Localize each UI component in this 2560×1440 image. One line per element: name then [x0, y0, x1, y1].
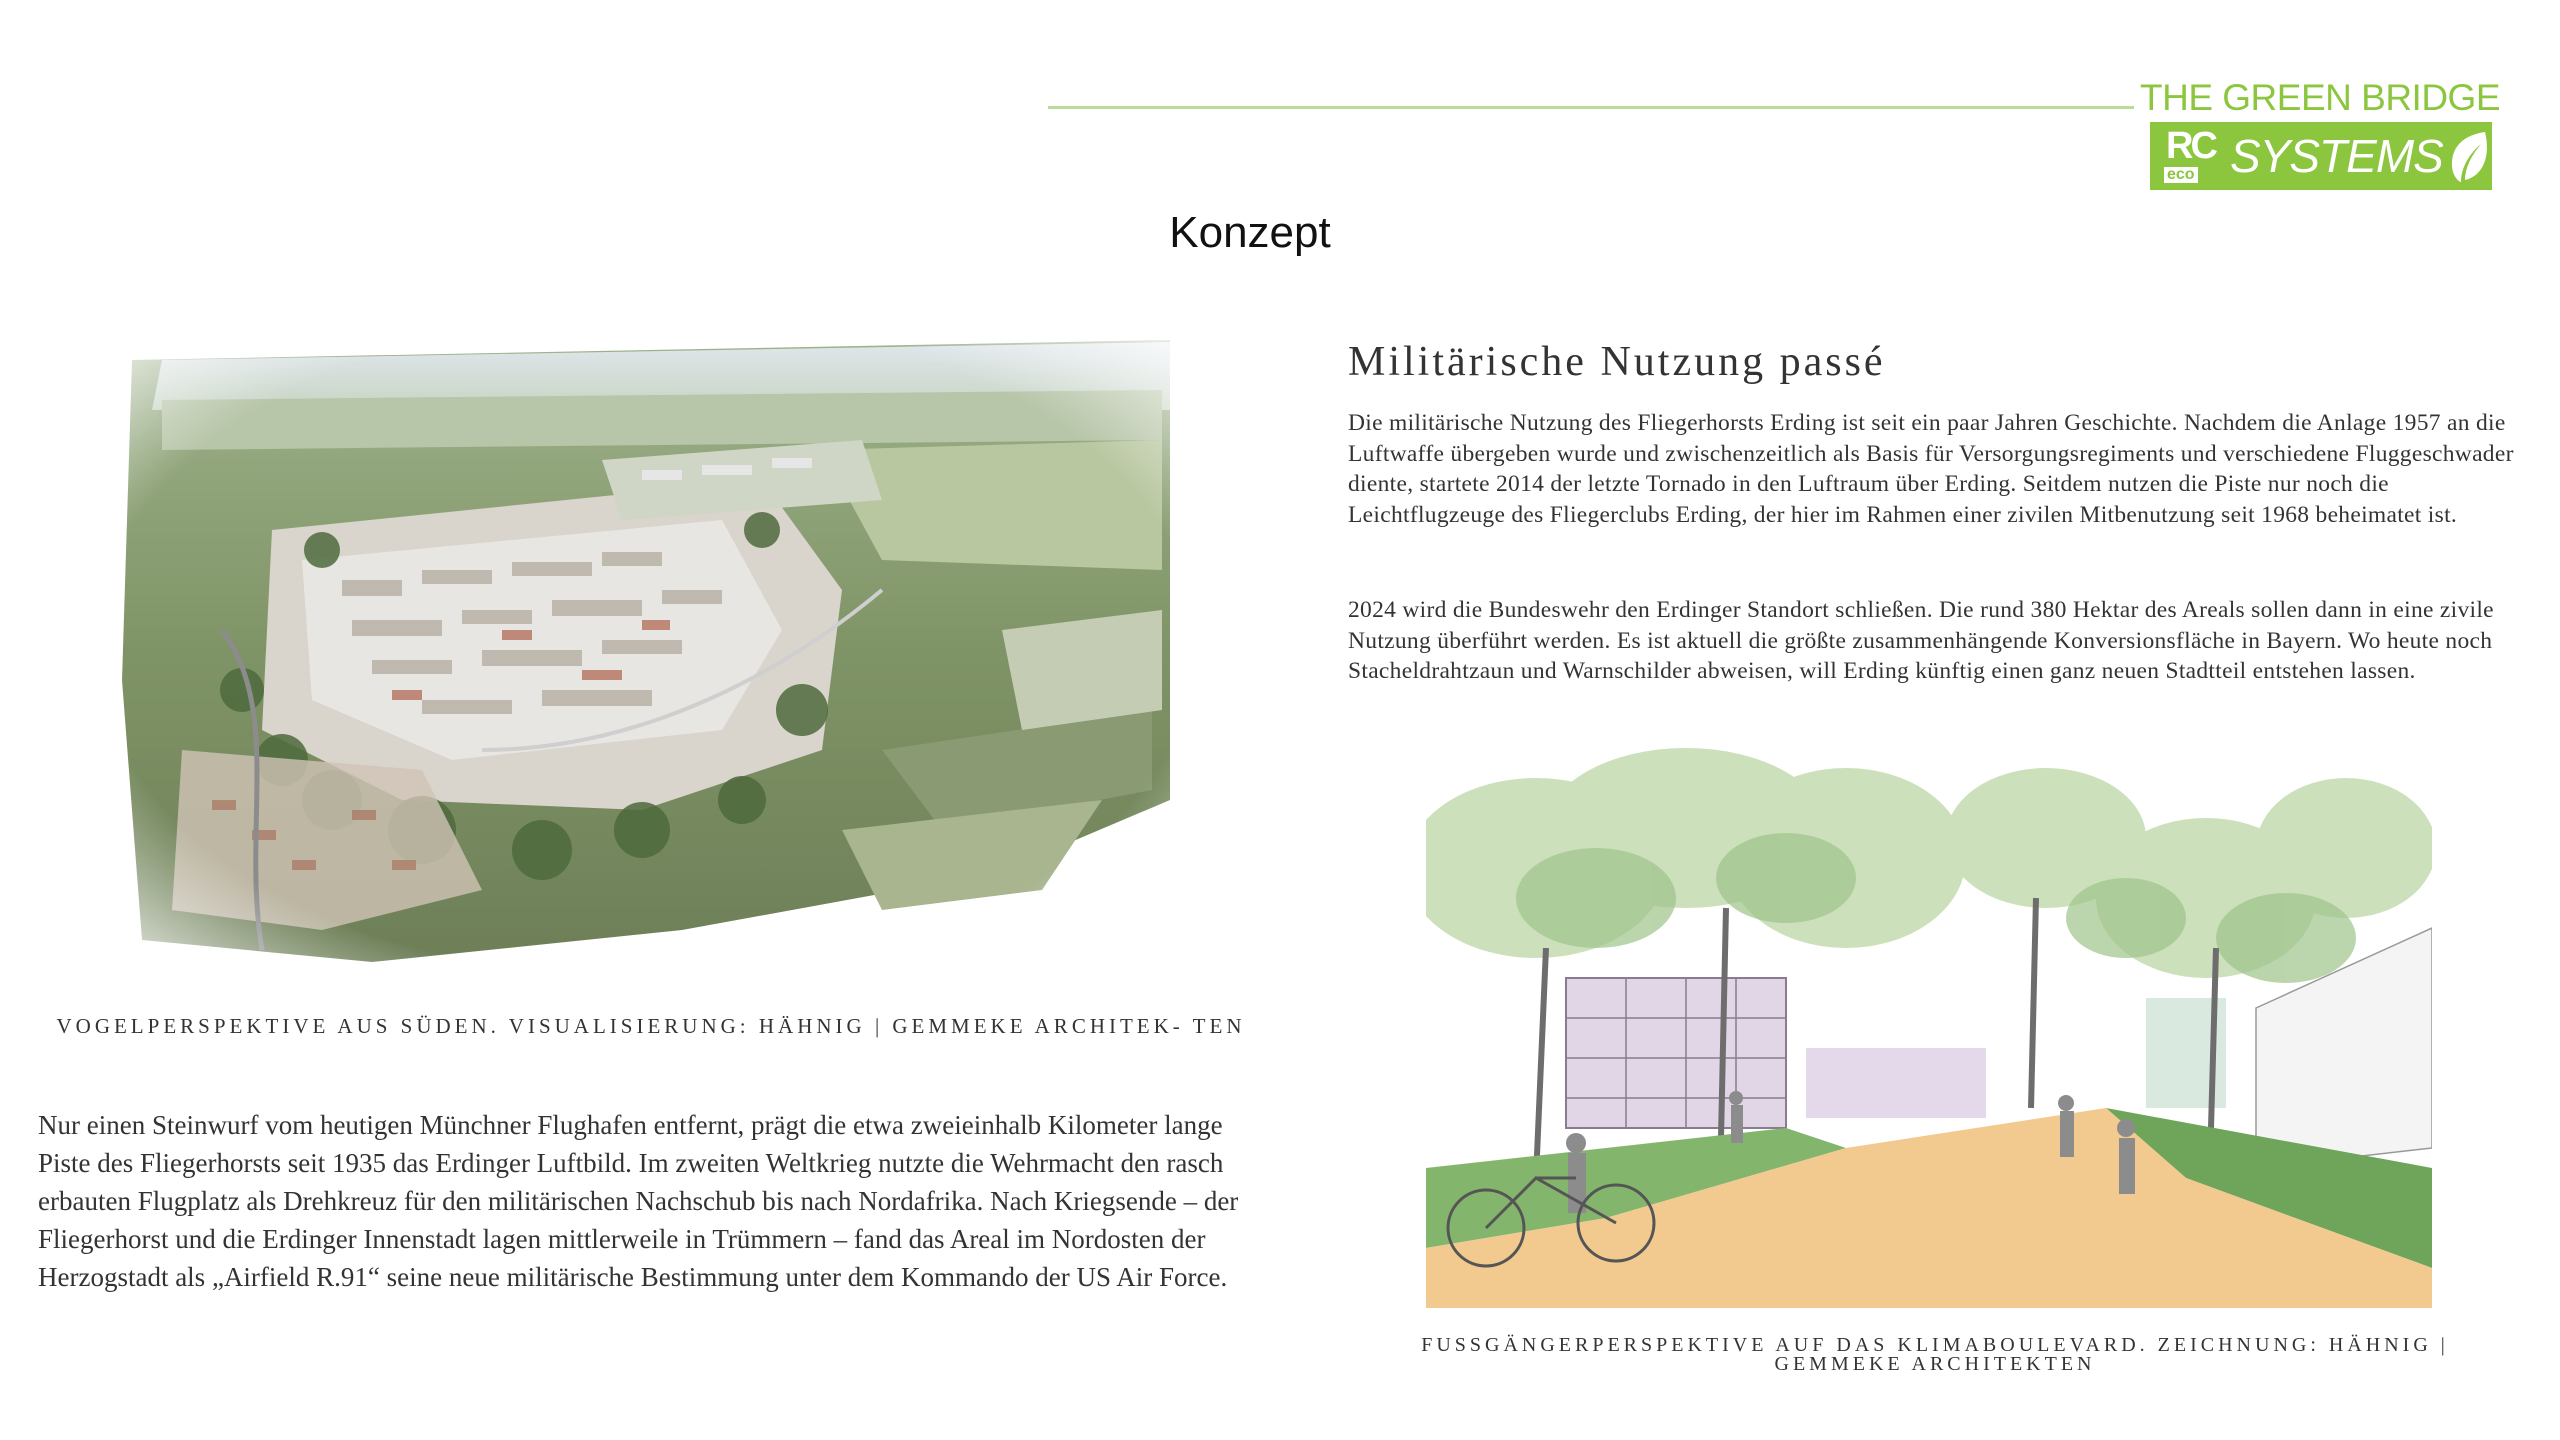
aerial-city-image: [122, 330, 1170, 962]
logo-tagline: THE GREEN BRIDGE: [2140, 77, 2500, 118]
company-logo: [2140, 77, 2500, 193]
logo-eco-text: eco: [2164, 167, 2198, 183]
right-paragraph-1: Die militärische Nutzung des Fliegerhorsts Erding ist seit ein paar Jahren Geschichte. Nachdem die Anlage 1957 an die Luftwaffe übergeben wurde und zwischenzeitlich als Basis für Versorgungsregiments und verschiedene Fluggeschwader diente, startete 2014 der letzte Tornado in den Luftraum über Erding. Seitdem nutzen die Piste nur noch die Leichtflugzeuge des Fliegerclubs Erding, der hier im Rahmen einer zivilen Mitbenutzung seit 1968 beheimatet ist.: [1348, 410, 2514, 528]
left-paragraph: Nur einen Steinwurf vom heutigen Münchner Flughafen entfernt, prägt die etwa zweieinhalb Kilometer lange Piste des Fliegerhorsts seit 1935 das Erdinger Luftbild. Im zweiten Weltkrieg nutzte die Wehrmacht den rasch erbauten Flugplatz als Drehkreuz für den militärischen Nachschub bis nach Nordafrika. Nach Kriegsende – der Fliegerhorst und die Erdinger Innenstadt lagen mittlerweile in Trümmern – fand das Areal im Nordosten der Herzogstadt als „Airfield R.91“ seine neue militärische Bestimmung unter dem Kommando der US Air Force.: [38, 1110, 1239, 1292]
right-paragraph-2: 2024 wird die Bundeswehr den Erdinger Standort schließen. Die rund 380 Hektar des Areals sollen dann in eine zivile Nutzung überführt werden. Es ist aktuell die größte zusammenhängende Konversionsfläche in Bayern. Wo heute noch Stacheldrahtzaun und Warnschilder abweisen, will Erding künftig einen ganz neuen Stadtteil entstehen lassen.: [1348, 597, 2494, 684]
slide-title: Konzept: [1169, 208, 1331, 257]
header-divider: [1048, 106, 2134, 109]
section-heading: Militärische Nutzung passé: [1348, 339, 1886, 385]
leaf-icon: [2447, 128, 2491, 184]
rc-eco-mark: [2162, 127, 2224, 185]
aerial-image-caption: VOGELPERSPEKTIVE AUS SÜDEN. VISUALISIERUNG: HÄHNIG | GEMMEKE ARCHITEK- TEN: [56, 1014, 1246, 1038]
street-sketch-image: [1426, 748, 2432, 1308]
logo-systems-text: SYSTEMS: [2230, 130, 2443, 182]
logo-badge: [2150, 122, 2492, 190]
street-image-caption: FUSSGÄNGERPERSPEKTIVE AUF DAS KLIMABOULEVARD. ZEICHNUNG: HÄHNIG | GEMMEKE ARCHITEKTEN: [1421, 1334, 2449, 1375]
logo-rc-text: RC: [2166, 125, 2215, 167]
